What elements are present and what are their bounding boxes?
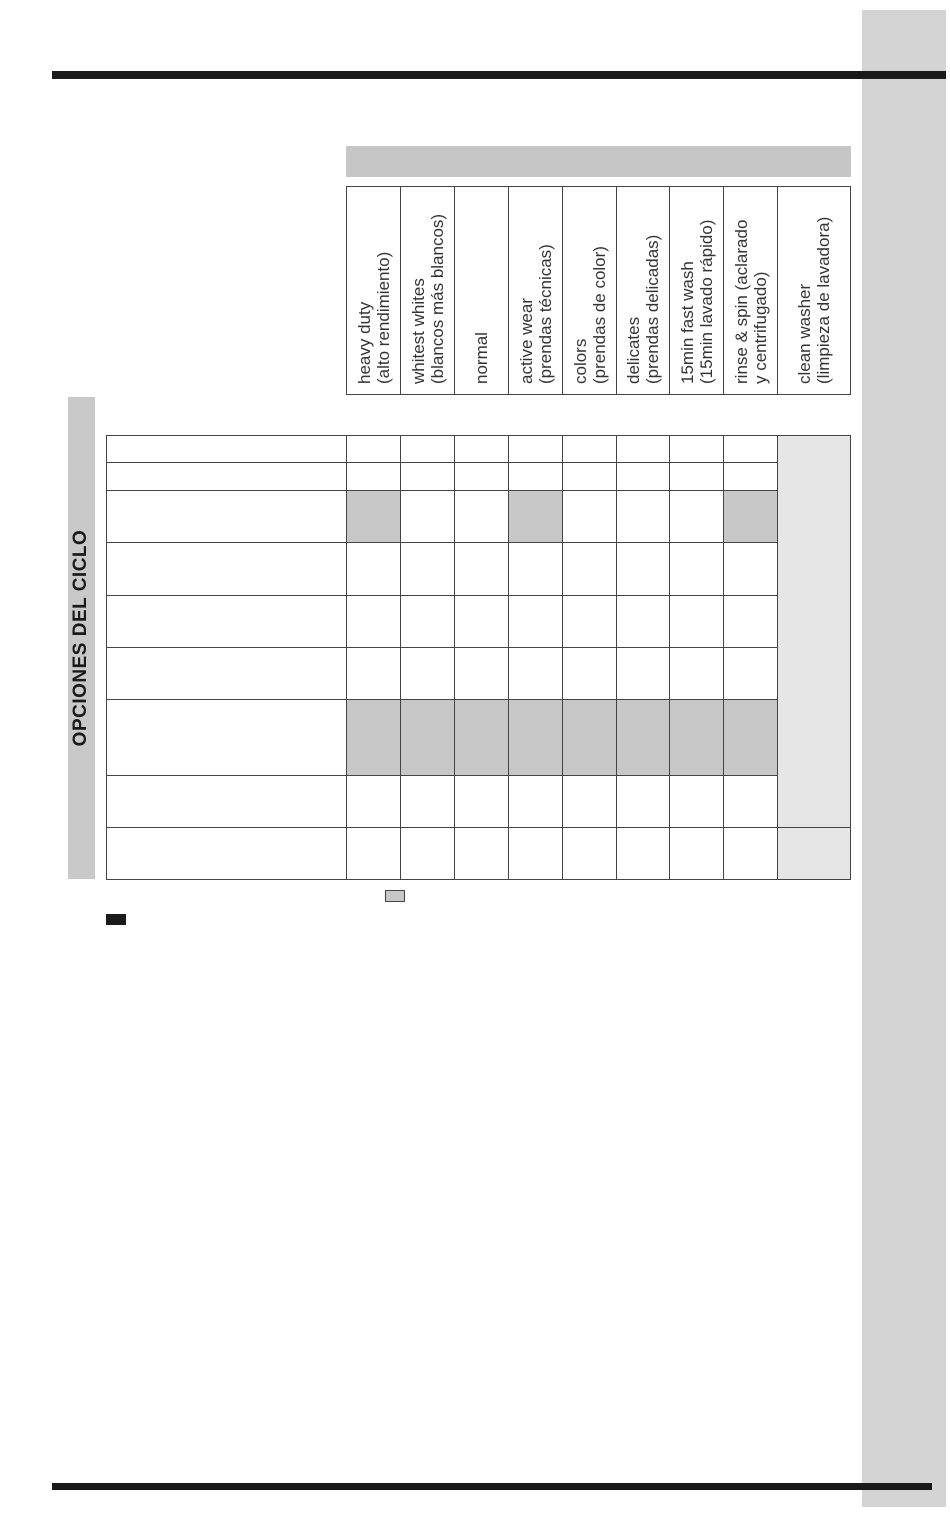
cycle-label [355,252,393,384]
cycle-label-line1: rinse & spin (aclarado [731,219,751,384]
header-bar [346,146,851,177]
top-rule [52,71,860,79]
option-cell [346,699,400,775]
cycle-header-2 [454,186,508,395]
option-cell [346,542,400,595]
option-cell [400,542,454,595]
cycle-label [517,244,555,384]
option-cell [616,699,669,775]
cycle-header-0 [346,186,400,395]
cycle-label [624,235,662,384]
cycle-header-6 [669,186,723,395]
option-cell [669,435,723,462]
option-cell [723,462,777,490]
cycle-header-8 [777,186,851,395]
cycle-label [472,332,491,384]
options-grid [106,435,851,880]
cycle-header-7 [723,186,777,395]
option-cell [669,827,723,880]
option-cell [400,775,454,827]
cycle-label [732,220,770,384]
cycle-header-5 [616,186,669,395]
option-cell [346,462,400,490]
option-cell [346,647,400,699]
option-cell [346,827,400,880]
option-cell [454,462,508,490]
option-cell [616,827,669,880]
option-cell [508,542,562,595]
option-cell [346,595,400,647]
section-title: OPCIONES DEL CICLO [70,529,91,747]
option-cell [400,490,454,542]
clean-washer-merged-cell [777,435,851,827]
option-cell [508,775,562,827]
option-cell [508,595,562,647]
option-cell [669,699,723,775]
option-cell [400,827,454,880]
option-cell [562,775,616,827]
side-tab [862,10,946,1507]
option-cell [562,595,616,647]
cycle-label [678,220,716,384]
option-cell [508,827,562,880]
option-cell [723,542,777,595]
cycle-label-line1: active wear [516,298,536,384]
cycle-label-line2: (prendas de color) [589,246,609,384]
option-cell [723,647,777,699]
option-cell [616,595,669,647]
cycle-label [571,246,609,384]
option-cell [454,595,508,647]
cycle-label-line1: heavy duty [354,301,374,384]
option-row-label [106,775,346,827]
option-cell [616,462,669,490]
option-row-label [106,647,346,699]
cycle-label-line2: (limpieza de lavadora) [814,216,833,384]
option-cell [669,542,723,595]
option-cell [616,435,669,462]
option-cell [346,435,400,462]
option-cell [454,647,508,699]
top-rule-right [860,71,946,79]
option-row-label [106,435,346,462]
cycle-header-4 [562,186,616,395]
option-cell [508,462,562,490]
cycle-label-line2: y centrifugado) [750,271,770,384]
option-row-label [106,699,346,775]
option-cell [400,699,454,775]
option-cell [723,490,777,542]
option-cell [400,595,454,647]
option-cell [723,595,777,647]
option-cell [508,647,562,699]
option-cell [508,435,562,462]
cycle-label-line1: colors [570,338,590,384]
cycle-label-line2: (prendas técnicas) [535,244,555,384]
option-row-label [106,542,346,595]
option-cell [562,647,616,699]
cycle-label-line1: delicates [624,316,643,384]
option-cell [669,462,723,490]
option-cell [346,775,400,827]
option-cell [723,775,777,827]
option-cell [562,435,616,462]
option-cell [723,699,777,775]
option-cell [669,647,723,699]
option-cell [616,647,669,699]
option-cell [454,775,508,827]
clean-washer-cell [777,827,851,880]
cycle-label-line2: (15min lavado rápido) [696,219,716,384]
cycle-header-1 [400,186,454,395]
option-cell [562,542,616,595]
option-cell [454,435,508,462]
option-cell [454,699,508,775]
option-cell [616,775,669,827]
cycle-label-line1: clean washer [795,283,814,384]
cycle-label-line1: normal [472,332,491,384]
option-cell [454,542,508,595]
option-cell [562,699,616,775]
option-cell [616,542,669,595]
legend-block [106,914,126,925]
option-row-label [106,462,346,490]
cycle-label-line1: 15min fast wash [677,261,697,384]
option-cell [346,490,400,542]
option-cell [400,647,454,699]
option-cell [669,595,723,647]
bottom-rule [52,1483,932,1490]
option-cell [723,435,777,462]
option-cell [669,775,723,827]
option-cell [723,827,777,880]
option-row-label [106,595,346,647]
option-cell [562,462,616,490]
option-row-label [106,827,346,880]
cycle-label [795,217,833,384]
option-cell [616,490,669,542]
option-cell [508,699,562,775]
legend-swatch [385,890,405,902]
option-cell [400,435,454,462]
option-cell [508,490,562,542]
option-cell [562,827,616,880]
cycle-header-3 [508,186,562,395]
option-cell [454,827,508,880]
option-cell [454,490,508,542]
option-row-label [106,490,346,542]
cycle-label-line2: (alto rendimiento) [373,251,393,384]
option-cell [669,490,723,542]
option-cell [562,490,616,542]
cycle-label-line2: (prendas delicadas) [643,234,662,384]
option-cell [400,462,454,490]
cycle-label [409,214,447,384]
cycle-label-line2: (blancos más blancos) [427,213,447,384]
cycle-label-line1: whitest whites [408,278,428,384]
